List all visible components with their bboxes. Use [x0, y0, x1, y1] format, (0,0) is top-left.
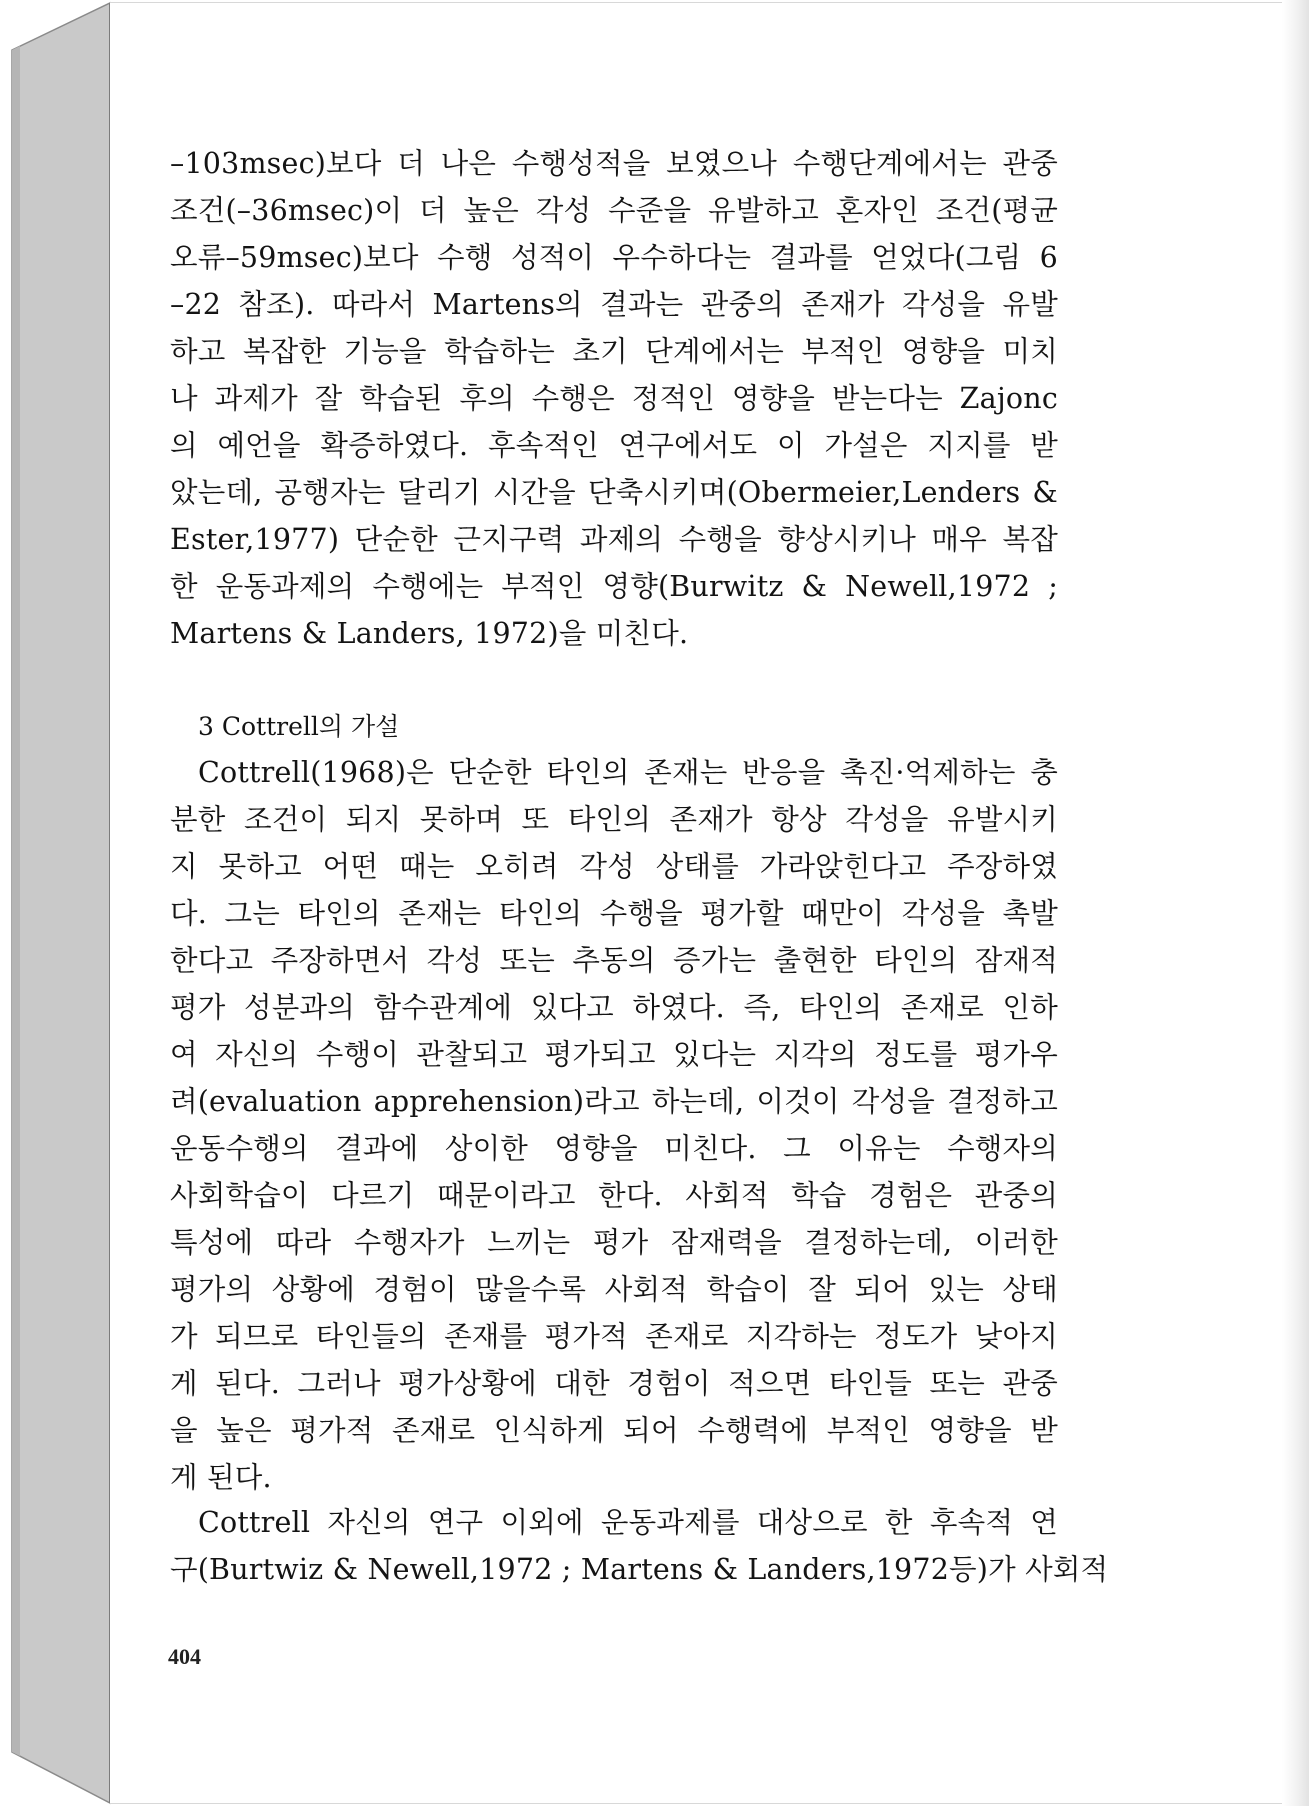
- paragraph-2: [170, 749, 1058, 1501]
- text-line: 았는데, 공행자는 달리기 시간을 단축시키며(Obermeier,Lenders &: [170, 476, 1058, 509]
- text-line: 특성에 따라 수행자가 느끼는 평가 잠재력을 결정하는데, 이러한: [170, 1226, 1058, 1259]
- text-line: 여 자신의 수행이 관찰되고 평가되고 있다는 지각의 정도를 평가우: [170, 1038, 1058, 1071]
- text-line: Cottrell 자신의 연구 이외에 운동과제를 대상으로 한 후속적 연: [198, 1506, 1058, 1539]
- text-line: –103msec)보다 더 나은 수행성적을 보였으나 수행단계에서는 관중: [170, 147, 1058, 180]
- paragraph-3: [170, 1499, 1109, 1593]
- text-line: 사회학습이 다르기 때문이라고 한다. 사회적 학습 경험은 관중의: [170, 1179, 1058, 1212]
- text-line: 을 높은 평가적 존재로 인식하게 되어 수행력에 부적인 영향을 받: [170, 1414, 1058, 1447]
- book-side-graphic: [0, 0, 112, 1806]
- section-heading: 3 Cottrell의 가설: [198, 712, 400, 741]
- text-line: 오류–59msec)보다 수행 성적이 우수하다는 결과를 얻었다(그림 6: [170, 241, 1058, 274]
- text-line: 구(Burtwiz & Newell,1972 ; Martens & Landers,1972등)가 사회적: [170, 1553, 1109, 1586]
- text-line: 평가 성분과의 함수관계에 있다고 하였다. 즉, 타인의 존재로 인하: [170, 991, 1058, 1024]
- text-line: 한 운동과제의 수행에는 부적인 영향(Burwitz & Newell,1972 ;: [170, 570, 1058, 603]
- book-spine: [0, 0, 112, 1806]
- text-line: 운동수행의 결과에 상이한 영향을 미친다. 그 이유는 수행자의: [170, 1132, 1058, 1165]
- text-line: Cottrell(1968)은 단순한 타인의 존재는 반응을 촉진·억제하는 충: [198, 756, 1058, 789]
- text-line: 의 예언을 확증하였다. 후속적인 연구에서도 이 가설은 지지를 받: [170, 429, 1058, 462]
- text-line: 분한 조건이 되지 못하며 또 타인의 존재가 항상 각성을 유발시키: [170, 803, 1058, 836]
- text-line: Ester,1977) 단순한 근지구력 과제의 수행을 향상시키나 매우 복잡: [170, 523, 1058, 556]
- text-line: 나 과제가 잘 학습된 후의 수행은 정적인 영향을 받는다는 Zajonc: [170, 382, 1058, 415]
- text-line: 려(evaluation apprehension)라고 하는데, 이것이 각성을 결정하고: [170, 1085, 1058, 1118]
- text-line: 지 못하고 어떤 때는 오히려 각성 상태를 가라앉힌다고 주장하였: [170, 850, 1058, 883]
- text-line: 평가의 상황에 경험이 많을수록 사회적 학습이 잘 되어 있는 상태: [170, 1273, 1058, 1306]
- text-line: 다. 그는 타인의 존재는 타인의 수행을 평가할 때만이 각성을 촉발: [170, 897, 1058, 930]
- page-edge-shadow: [1282, 0, 1309, 1806]
- text-line: 가 되므로 타인들의 존재를 평가적 존재로 지각하는 정도가 낮아지: [170, 1320, 1058, 1353]
- text-line: 조건(–36msec)이 더 높은 각성 수준을 유발하고 혼자인 조건(평균: [170, 194, 1058, 227]
- text-line: Martens & Landers, 1972)을 미친다.: [170, 617, 689, 650]
- text-line: –22 참조). 따라서 Martens의 결과는 관중의 존재가 각성을 유발: [170, 288, 1058, 321]
- text-line: 한다고 주장하면서 각성 또는 추동의 증가는 출현한 타인의 잠재적: [170, 944, 1058, 977]
- text-line: 게 된다.: [170, 1461, 272, 1494]
- text-line: 게 된다. 그러나 평가상황에 대한 경험이 적으면 타인들 또는 관중: [170, 1367, 1058, 1400]
- page-number: 404: [168, 1644, 201, 1669]
- paragraph-1: [170, 140, 1058, 657]
- text-line: 하고 복잡한 기능을 학습하는 초기 단계에서는 부적인 영향을 미치: [170, 335, 1058, 368]
